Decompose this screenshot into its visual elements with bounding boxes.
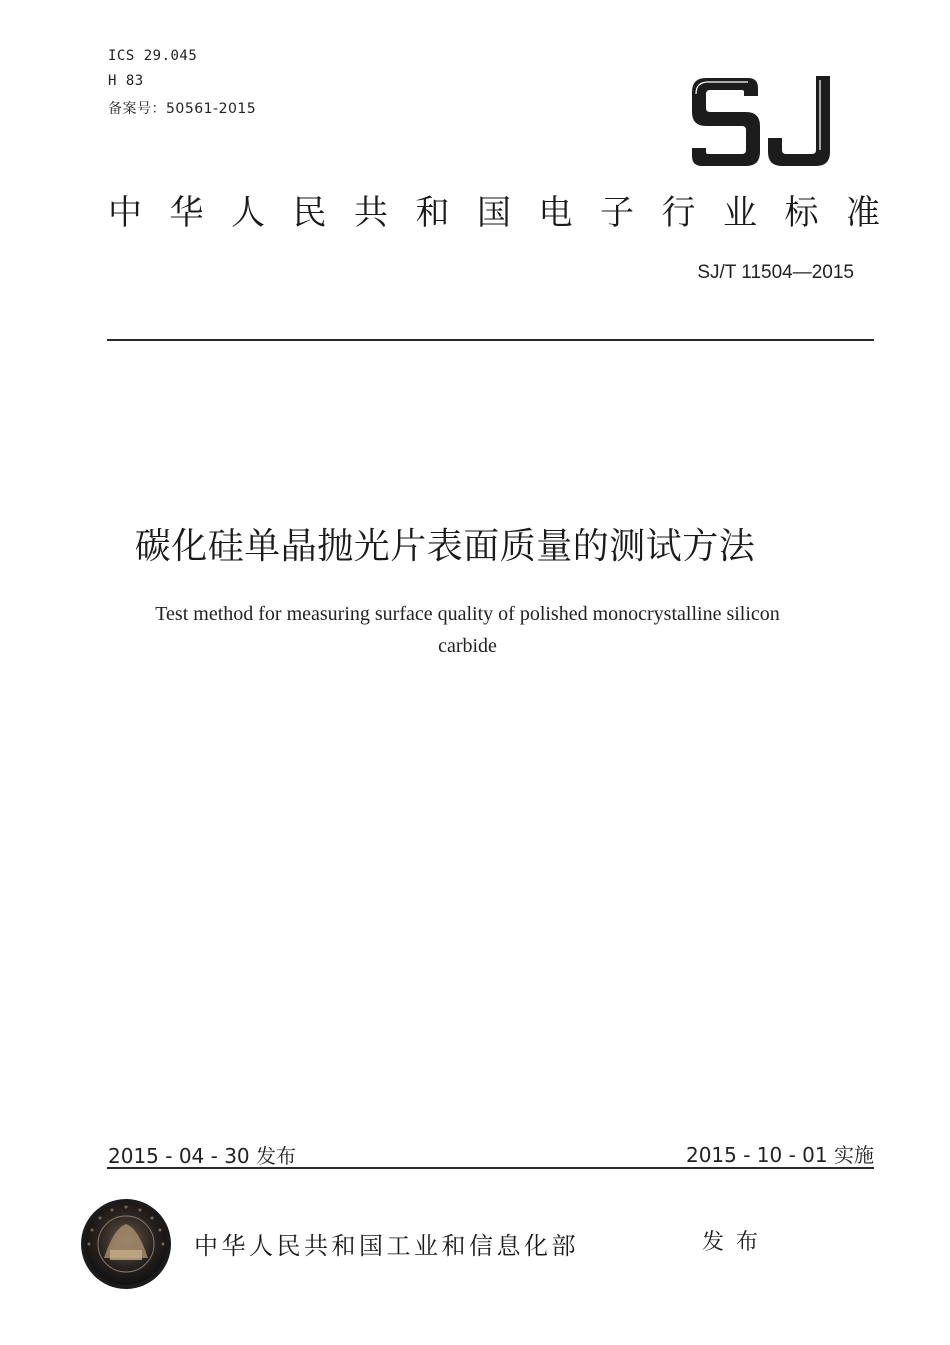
implementation-date: 2015 - 10 - 01 实施	[685, 1143, 874, 1167]
record-number: 备案号：50561-2015	[108, 101, 257, 117]
standard-number: SJ/T 11504—2015	[697, 262, 854, 283]
issue-label: 发布	[702, 1230, 771, 1255]
bottom-divider	[107, 1167, 874, 1169]
ics-code: ICS 29.045	[108, 48, 198, 64]
issuing-authority: 中华人民共和国工业和信息化部	[194, 1232, 579, 1260]
document-title-english	[100, 598, 835, 662]
organization-title: 中华人民共和国电子行业标准	[108, 193, 908, 233]
english-title-line-2: carbide	[438, 635, 497, 657]
top-divider	[107, 339, 874, 341]
document-title-chinese: 碳化硅单晶抛光片表面质量的测试方法	[134, 526, 756, 567]
issue-date: 2015 - 04 - 30 发布	[108, 1144, 297, 1168]
sj-logo	[686, 72, 836, 172]
ministry-seal-icon	[80, 1198, 172, 1290]
english-title-line-1: Test method for measuring surface quality of polished monocrystalline silicon	[155, 603, 780, 625]
classification-code: H 83	[108, 73, 144, 89]
